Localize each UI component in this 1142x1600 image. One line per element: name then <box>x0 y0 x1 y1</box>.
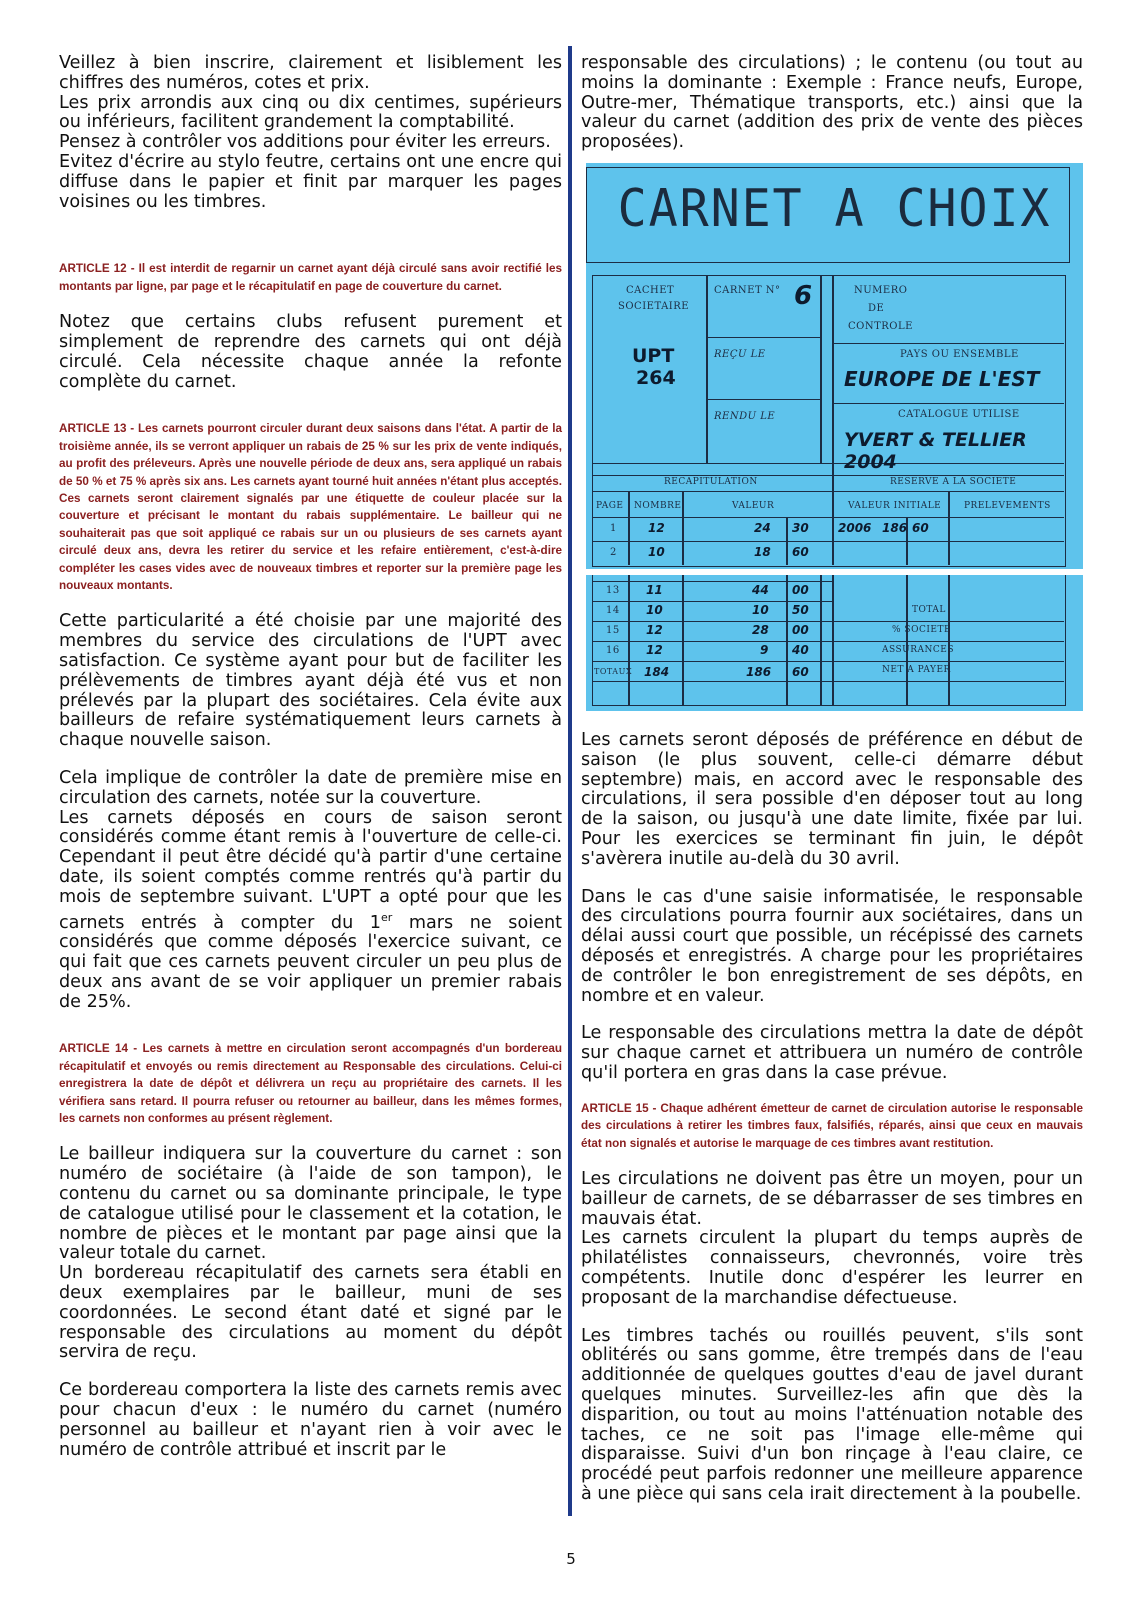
grid-line <box>832 575 834 705</box>
grid-line <box>706 399 820 401</box>
col-nombre: NOMBRE <box>634 500 682 511</box>
row-page: 14 <box>606 604 620 616</box>
row-cents: 00 <box>792 582 809 597</box>
grid-line <box>948 575 950 705</box>
row-valeur: 18 <box>754 544 771 559</box>
row-page: 13 <box>606 584 620 596</box>
cachet-value: UPT <box>632 344 675 367</box>
totaux-nombre: 184 <box>644 664 670 679</box>
numero-label: DE <box>868 302 885 314</box>
paragraph: Les prix arrondis aux cinq ou dix centimes, supérieurs ou inférieurs, facilitent grandement la comptabilité. <box>59 92 562 133</box>
grid-line <box>820 575 822 705</box>
page-number: 5 <box>566 1550 576 1568</box>
row-nombre: 11 <box>646 582 663 597</box>
total-label: TOTAL <box>912 604 946 615</box>
row-cents: 60 <box>792 544 809 559</box>
grid-line <box>706 337 820 339</box>
grid-line <box>786 575 788 705</box>
article-12: ARTICLE 12 - Il est interdit de regarnir un carnet ayant déjà circulé sans avoir rectifié les montants par ligne, par page et le récapitulatif en page de couverture du carnet. <box>59 262 562 293</box>
grid-line <box>682 491 684 565</box>
paragraph: Pensez à contrôler vos additions pour éviter les erreurs. <box>59 132 551 153</box>
cachet-label: SOCIETAIRE <box>618 300 690 312</box>
carnet-number-label: CARNET N° <box>714 284 781 296</box>
grid-line <box>832 343 1064 345</box>
row-nombre: 10 <box>646 602 663 617</box>
superscript: er <box>381 910 393 924</box>
article-15: ARTICLE 15 - Chaque adhérent émetteur de carnet de circulation autorise le responsable des circulations à retirer les timbres faux, falsifiés, réparés, ainsi que ceux en mauvais état non signalés et autorise le marquage de ces timbres avant restitution. <box>581 1101 1083 1150</box>
reserve-label: RESERVE A LA SOCIETE <box>890 476 1017 487</box>
carnet-number-value: 6 <box>794 280 813 311</box>
right-column <box>581 54 1083 1505</box>
totaux-label: TOTAUX <box>594 666 633 676</box>
paragraph-text: Les carnets déposés en cours de saison seront considérés comme étant remis à l'ouverture de celle-ci. Cependant il peut être décidé qu'à partir d'une certaine date, ils soient comptés comme rentrés qu'à partir du mois de septembre suivant. L'UPT a opté pour que les carnets entrés à compter du 1 <box>59 807 562 933</box>
rendu-le-label: RENDU LE <box>714 410 776 422</box>
totaux-cents: 60 <box>792 664 809 679</box>
numero-label: NUMERO <box>854 284 908 296</box>
societe-label: % SOCIETE <box>892 624 952 635</box>
row-nombre: 12 <box>648 520 665 535</box>
article-14: ARTICLE 14 - Les carnets à mettre en circulation seront accompagnés d'un bordereau récapitulatif et envoyés ou remis directement au Responsable des circulations. Celui-ci enregistrera la date de dépôt et délivrera un reçu au propriétaire des carnets. Il les vérifiera sans retard. Il pourra refuser ou retourner au bailleur, dans les mêmes formes, les carnets non conformes au présent règlement. <box>59 1042 562 1126</box>
row-nombre: 12 <box>646 642 663 657</box>
assurances-label: ASSURANCES <box>882 644 955 655</box>
paragraph: Cela implique de contrôler la date de première mise en circulation des carnets, notée sur la couverture. <box>59 768 562 808</box>
grid-line <box>832 403 1064 405</box>
carnet-card-top <box>586 163 1083 569</box>
row-valeur: 9 <box>760 642 769 657</box>
totaux-valeur: 186 <box>746 664 772 679</box>
grid-line <box>832 275 834 565</box>
grid-line <box>832 661 1064 663</box>
vi-year: 2006 <box>838 520 872 535</box>
paragraph-text: mars ne soient considérés que comme déposés l'exercice suivant, ce qui fait que ces carnets peuvent circuler un peu plus de deux ans avant de se voir appliquer un premier rabais de 25%. <box>59 912 563 1012</box>
recu-le-label: REÇU LE <box>714 348 766 360</box>
paragraph: Les circulations ne doivent pas être un moyen, pour un bailleur de carnets, de se débarrasser de ses timbres en mauvais état. <box>581 1168 1083 1229</box>
paragraph: Ce bordereau comportera la liste des carnets remis avec pour chacun d'eux : le numéro du carnet (numéro personnel au bailleur et n'ayant rien à voir avec le numéro de contrôle attribué et inscrit par le <box>59 1380 562 1460</box>
grid-line <box>706 275 708 463</box>
grid-line <box>628 575 630 705</box>
col-page: PAGE <box>596 500 624 511</box>
row-nombre: 10 <box>648 544 665 559</box>
row-page: 15 <box>606 624 620 636</box>
row-cents: 50 <box>792 602 809 617</box>
paragraph: Evitez d'écrire au stylo feutre, certains ont une encre qui diffuse dans le papier et finit par marquer les pages voisines ou les timbres. <box>59 151 562 212</box>
grid-line <box>592 517 1064 519</box>
grid-line <box>592 491 1064 493</box>
paragraph: Veillez à bien inscrire, clairement et lisiblement les chiffres des numéros, cotes et prix. <box>59 53 562 93</box>
paragraph <box>59 809 562 1013</box>
recap-label: RECAPITULATION <box>664 476 758 487</box>
pays-label: PAYS OU ENSEMBLE <box>900 348 1019 360</box>
row-cents: 00 <box>792 622 809 637</box>
catalogue-value: YVERT & TELLIER 2004 <box>844 428 1027 473</box>
paragraph: Les carnets seront déposés de préférence en début de saison (le plus souvent, celle-ci démarre début septembre) mais, en accord avec le responsable des circulations, il sera possible d'en déposer tout au long de la saison, ou jusqu'à une date limite, fixée par lui. Pour les exercices se terminant fin juin, le dépôt s'avèrera inutile au-delà du 30 avril. <box>581 729 1083 869</box>
row-cents: 30 <box>792 520 809 535</box>
carnet-card-bottom <box>586 575 1083 711</box>
paragraph: Les timbres tachés ou rouillés peuvent, s'ils sont oblitérés ou sans gomme, être trempés dans de l'eau additionnée de quelques gouttes d'eau de javel durant quelques minutes. Surveillez-les afin que dès la disparition, ou tout au moins l'atténuation notable des taches, ce ne soit pas l'image elle-même qui disparaisse. Suivi d'un bon rinçage à l'eau claire, ce procédé peut parfois redonner une meilleure apparence à une pièce qui sans cela irait directement à la poubelle. <box>581 1325 1083 1504</box>
article-13: ARTICLE 13 - Les carnets pourront circuler durant deux saisons dans l'état. A partir de la troisième année, ils se verront appliquer un rabais de 25 % sur les prix de vente indiqués, au profit des préleveurs. Après une nouvelle période de deux ans, sera appliqué un rabais de 50 % et 75 % après six ans. Les carnets ayant tourné huit années n'étant plus acceptés. Ces carnets seront clairement signalés par une étiquette de couleur placée sur la couverture et précisant le montant du rabais supplémentaire. Le bailleur qui ne souhaiterait pas que soit appliqué ce rabais sur un ou plusieurs de ses carnets ayant circulé deux ans, devra les retirer du service et les refaire entièrement, c'est-à-dire compléter les cases vides avec de nouveaux timbres et reporter sur la première page les nouveaux montants. <box>59 422 562 593</box>
row-page: 2 <box>610 546 617 558</box>
grid-line <box>786 517 788 565</box>
cachet-value: 264 <box>636 366 676 389</box>
paragraph: Cette particularité a été choisie par une majorité des membres du service des circulations de l'UPT avec satisfaction. Ce système ayant pour but de faciliter les prélèvements de timbres ayant déjà été vus et non prélevés par la plupart des sociétaires. Cela évite aux bailleurs de refaire systématiquement leurs carnets à chaque nouvelle saison. <box>59 611 562 751</box>
grid-line <box>832 641 1064 643</box>
col-valeur-initiale: VALEUR INITIALE <box>848 500 942 511</box>
vi-cents: 60 <box>912 520 929 535</box>
row-page: 16 <box>606 644 620 656</box>
grid-line <box>906 575 908 705</box>
grid-line <box>592 661 832 663</box>
column-divider <box>568 46 572 1516</box>
grid-line <box>592 681 1064 683</box>
col-valeur: VALEUR <box>732 500 775 511</box>
catalogue-label: CATALOGUE UTILISE <box>898 408 1020 420</box>
carnet-a-choix-image <box>581 163 1083 711</box>
grid-line <box>592 541 1064 543</box>
vi-valeur: 186 <box>882 520 908 535</box>
row-nombre: 12 <box>646 622 663 637</box>
grid-line <box>628 491 630 565</box>
row-valeur: 24 <box>754 520 771 535</box>
grid-line <box>832 621 1064 623</box>
row-valeur: 44 <box>752 582 769 597</box>
paragraph: responsable des circulations) ; le contenu (ou tout au moins la dominante : Exemple : France neufs, Europe, Outre-mer, Thématique transports, etc.) ainsi que la valeur du carnet (addition des prix de vente des pièces proposées). <box>581 53 1083 153</box>
col-prelevements: PRELEVEMENTS <box>964 500 1051 511</box>
row-page: 1 <box>610 522 617 534</box>
paragraph: Dans le cas d'une saisie informatisée, le responsable des circulations pourra fournir aux sociétaires, dans un délai aussi court que possible, un récépissé des carnets déposés et enregistrés. A charge pour les propriétaires de contrôler le bon enregistrement de ses dépôts, en nombre et en valeur. <box>581 886 1083 1006</box>
row-valeur: 10 <box>752 602 769 617</box>
numero-label: CONTROLE <box>848 320 913 332</box>
paragraph: Un bordereau récapitulatif des carnets sera établi en deux exemplaires par le bailleur, muni de ses coordonnées. Le second étant daté et signé par le responsable des circulations au moment du dépôt servira de reçu. <box>59 1263 562 1363</box>
net-a-payer-label: NET A PAYER <box>882 664 951 675</box>
cachet-label: CACHET <box>626 284 675 296</box>
paragraph: Le responsable des circulations mettra la date de dépôt sur chaque carnet et attribuera un numéro de contrôle qu'il portera en gras dans la case prévue. <box>581 1023 1083 1083</box>
row-cents: 40 <box>792 642 809 657</box>
pays-value: EUROPE DE L'EST <box>844 366 1040 391</box>
grid-line <box>682 575 684 705</box>
paragraph: Notez que certains clubs refusent purement et simplement de reprendre des carnets qui ont déjà circulé. Cela nécessite chaque année la refonte complète du carnet. <box>59 312 562 392</box>
left-column <box>59 54 562 1460</box>
paragraph: Les carnets circulent la plupart du temps auprès de philatélistes connaisseurs, chevronnés, voire très compétents. Inutile donc d'espérer les leurrer en proposant de la marchandise défectueuse. <box>581 1228 1083 1308</box>
grid-line <box>820 275 822 463</box>
paragraph: Le bailleur indiquera sur la couverture du carnet : son numéro de sociétaire (à l'aide de son tampon), le contenu du carnet ou sa dominante principale, le type de catalogue utilisé pour le classement et la cotation, le nombre de pièces et le montant par page ainsi que la valeur totale du carnet. <box>59 1144 562 1264</box>
grid-line <box>948 491 950 565</box>
carnet-title: CARNET A CHOIX <box>617 178 1052 239</box>
row-valeur: 28 <box>752 622 769 637</box>
